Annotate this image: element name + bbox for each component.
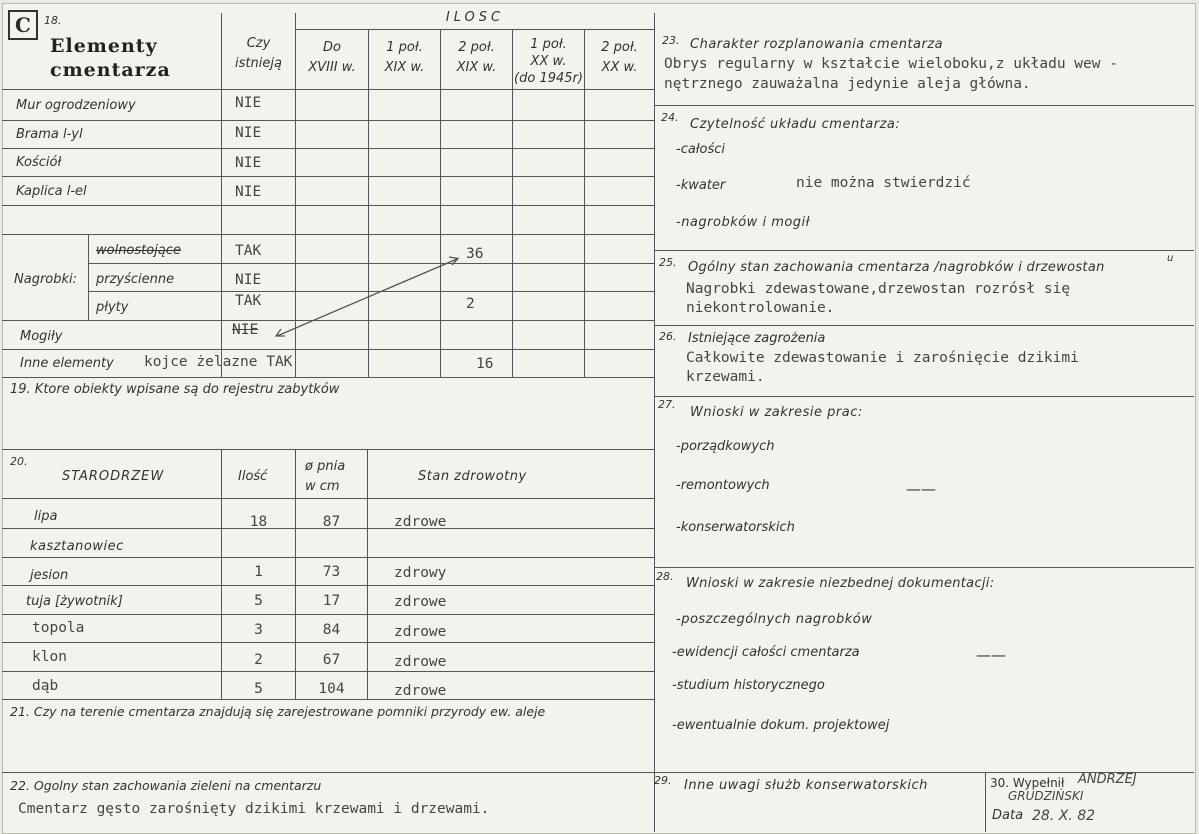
row-wolnostojace-label: wolnostojące (96, 243, 181, 258)
row-wolnostojace-count: 36 (466, 246, 484, 262)
s28-item-projektowej: -ewentualnie dokum. projektowej (672, 718, 890, 733)
s24-item-kwater: -kwater (676, 178, 726, 193)
s26-text-line2: krzewami. (686, 369, 765, 385)
tree-name: dąb (32, 678, 59, 694)
tree-count: 3 (254, 622, 263, 638)
period-1pol-xix: 1 poł. XIX w. (384, 40, 425, 75)
s20-header-health: Stan zdrowotny (418, 469, 527, 484)
row-plyty-exists: TAK (235, 293, 262, 309)
s29-number: 29. (654, 774, 672, 787)
s20-number: 20. (10, 455, 28, 468)
row-przyscienne-exists: NIE (235, 272, 262, 288)
row-mur-label: Mur ogrodzeniowy (16, 98, 136, 113)
tree-diameter: 104 (318, 681, 345, 697)
period-1pol-xx: 1 poł. XX w. (do 1945r) (514, 37, 583, 86)
s30-date: 28. X. 82 (1032, 808, 1096, 824)
tree-health: zdrowy (394, 565, 447, 581)
tree-diameter: 84 (322, 622, 341, 638)
s26-label: Istniejące zagrożenia (688, 331, 826, 346)
s23-label: Charakter rozplanowania cmentarza (690, 37, 944, 52)
s25-superscript: u (1167, 253, 1174, 264)
tree-name: jesion (30, 568, 69, 583)
s20-header-name: STARODRZEW (62, 469, 165, 484)
s28-ewidencji-answer: —— (976, 646, 1006, 664)
tree-health: zdrowe (394, 594, 447, 610)
tree-name: tuja [żywotnik] (26, 594, 123, 609)
s22-label: 22. Ogolny stan zachowania zieleni na cmentarzu (10, 778, 322, 793)
tree-count: 1 (254, 564, 263, 580)
s25-label: Ogólny stan zachowania cmentarza /nagrobków i drzewostan (688, 260, 1105, 275)
row-inne-count: 16 (476, 356, 494, 372)
tree-health: zdrowe (394, 683, 447, 699)
tree-count: 18 (249, 514, 268, 530)
tree-diameter: 73 (322, 564, 341, 580)
tree-health: zdrowe (394, 654, 447, 670)
tree-diameter: 87 (322, 514, 341, 530)
row-brama-exists: NIE (235, 125, 262, 141)
s21-label: 21. Czy na terenie cmentarza znajdują się zarejestrowane pomniki przyrody ew. aleje (10, 704, 546, 719)
s27-item-konserwatorskich: -konserwatorskich (676, 520, 795, 535)
s25-text-line1: Nagrobki zdewastowane,drzewostan rozrósł się (686, 281, 1071, 297)
row-mogily-label: Mogiły (20, 329, 63, 344)
tree-health: zdrowe (394, 624, 447, 640)
s26-number: 26. (659, 330, 677, 343)
tree-count: 5 (254, 593, 263, 609)
title-line2: cmentarza (50, 59, 171, 81)
s24-kwater-answer: nie można stwierdzić (796, 175, 971, 191)
tree-diameter: 67 (322, 652, 341, 668)
s29-label: Inne uwagi służb konserwatorskich (684, 778, 928, 793)
row-mogily-exists: NIE (232, 322, 259, 338)
s28-label: Wnioski w zakresie niezbednej dokumentacji: (686, 576, 995, 591)
row-inne-typed: kojce żelazne TAK (144, 354, 293, 370)
card-letter: C (15, 13, 31, 37)
s23-number: 23. (662, 34, 680, 47)
s28-number: 28. (656, 570, 674, 583)
nagrobki-label: Nagrobki: (14, 272, 78, 287)
tree-health: zdrowe (394, 514, 447, 530)
s27-number: 27. (658, 398, 676, 411)
czy-istnieja-header: Czy istnieją (235, 36, 282, 71)
title-line1: Elementy (50, 35, 158, 57)
period-do-xviii: Do XVIII w. (308, 40, 356, 75)
tree-count: 2 (254, 652, 263, 668)
tree-name: lipa (34, 509, 58, 524)
s28-item-nagrobkow: -poszczególnych nagrobków (676, 612, 873, 627)
s30-label: 30. Wypełnił (990, 776, 1065, 790)
s26-text-line1: Całkowite zdewastowanie i zarośnięcie dzikimi (686, 350, 1079, 366)
section-18-number: 18. (44, 14, 62, 27)
row-kosciol-exists: NIE (235, 155, 262, 171)
s19-label: 19. Ktore obiekty wpisane są do rejestru zabytków (10, 382, 340, 397)
s23-text-line2: nętrznego zauważalna jedynie aleja główna. (664, 76, 1031, 92)
row-kaplica-label: Kaplica l-el (16, 184, 87, 199)
s23-text-line1: Obrys regularny w kształcie wieloboku,z układu wew - (664, 56, 1118, 72)
period-2pol-xx: 2 poł. XX w. (601, 40, 638, 75)
ilosc-header: ILOSC (445, 10, 505, 25)
row-wolnostojace-exists: TAK (235, 243, 262, 259)
row-kosciol-label: Kościół (16, 155, 62, 170)
s25-number: 25. (659, 256, 677, 269)
s27-label: Wnioski w zakresie prac: (690, 405, 863, 420)
tree-name: kasztanowiec (30, 539, 124, 554)
s28-item-studium: -studium historycznego (672, 678, 825, 693)
s30-date-label: Data (992, 808, 1024, 823)
row-plyty-label: płyty (96, 300, 129, 315)
tree-name: klon (32, 649, 67, 665)
s27-item-remontowych: -remontowych (676, 478, 770, 493)
row-kaplica-exists: NIE (235, 184, 262, 200)
s20-header-diameter: ø pnia w cm (305, 459, 346, 494)
s22-text: Cmentarz gęsto zarośnięty dzikimi krzewami i drzewami. (18, 801, 490, 817)
row-inne-label: Inne elementy (20, 356, 114, 371)
s24-item-nagrobkow: -nagrobków i mogił (676, 215, 810, 230)
s30-name-line1: ANDRZEJ (1078, 772, 1137, 787)
period-2pol-xix: 2 poł. XIX w. (456, 40, 497, 75)
s30-name-line2: GRUDZIŃSKI (1008, 789, 1084, 803)
s20-header-count: Ilość (238, 469, 268, 484)
s28-item-ewidencji: -ewidencji całości cmentarza (672, 645, 860, 660)
s24-number: 24. (661, 111, 679, 124)
tree-name: topola (32, 620, 85, 636)
s25-text-line2: niekontrolowanie. (686, 300, 835, 316)
s24-item-calosci: -całości (676, 142, 726, 157)
row-mur-exists: NIE (235, 95, 262, 111)
row-brama-label: Brama l-yl (16, 127, 83, 142)
tree-count: 5 (254, 681, 263, 697)
s24-label: Czytelność układu cmentarza: (690, 117, 901, 132)
row-przyscienne-label: przyścienne (96, 272, 175, 287)
s27-remontowych-answer: —— (906, 480, 936, 498)
row-plyty-count: 2 (466, 296, 475, 312)
s27-item-porzadkowych: -porządkowych (676, 439, 775, 454)
tree-diameter: 17 (322, 593, 341, 609)
